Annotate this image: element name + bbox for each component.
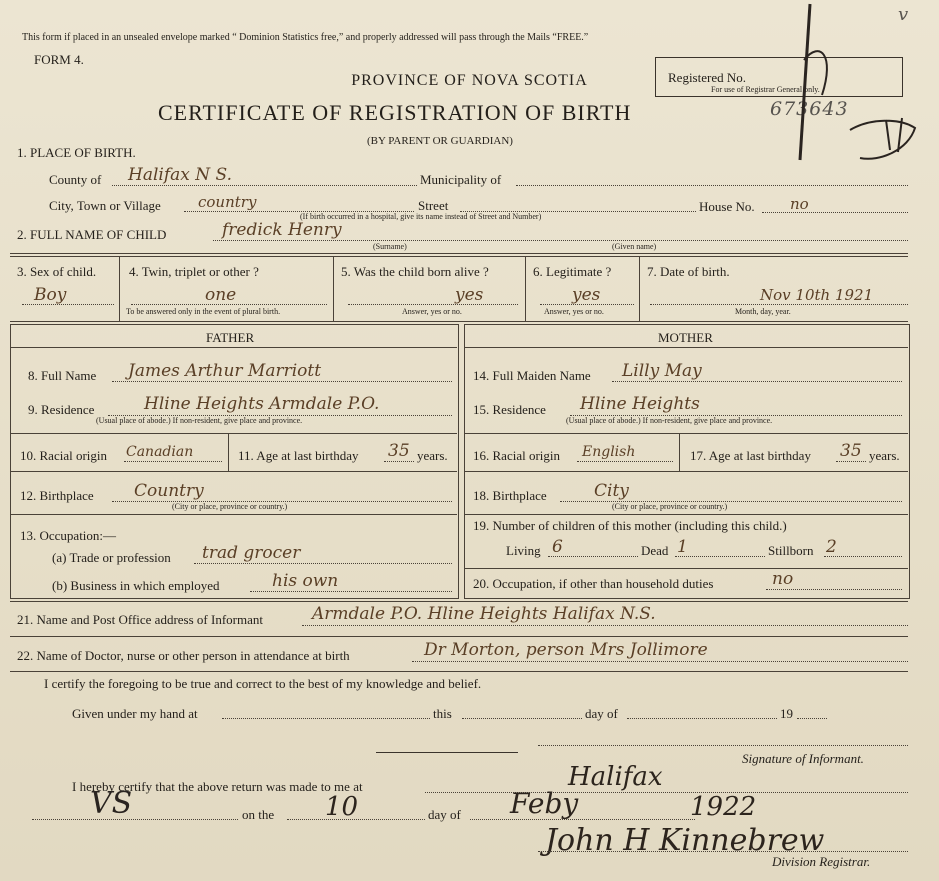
house-label: House No.	[699, 199, 755, 214]
father-heading: FATHER	[206, 330, 255, 345]
father-birthplace-value: Country	[134, 481, 204, 501]
rule	[10, 601, 908, 602]
mother-name-line	[612, 381, 902, 382]
mother-occupation-value: no	[772, 569, 794, 589]
stillborn-label: Stillborn	[768, 543, 814, 558]
mother-name-value: Lilly May	[622, 361, 702, 381]
born-alive-line	[348, 304, 518, 305]
father-name-line	[112, 381, 452, 382]
father-age-value: 35	[388, 441, 410, 461]
on-the-label: on the	[242, 807, 275, 822]
rule	[376, 752, 518, 753]
plural-birth-note: To be answered only in the event of plural birth.	[126, 307, 281, 316]
mail-notice: This form if placed in an unsealed envelope marked “ Dominion Statistics free,” and properly addressed will pass through the Mails “FREE.”	[22, 32, 589, 43]
registrar-month-value: Feby	[510, 787, 579, 820]
informant-signature-label: Signature of Informant.	[742, 751, 864, 766]
divider	[228, 434, 229, 471]
rule	[10, 321, 908, 322]
father-racial-value: Canadian	[126, 444, 194, 460]
sex-label: 3. Sex of child.	[17, 264, 97, 279]
registrar-pen-mark-icon	[790, 0, 930, 165]
registrar-initials-line	[32, 819, 238, 820]
municipality-line	[516, 185, 908, 186]
child-name-label: 2. FULL NAME OF CHILD	[17, 227, 167, 242]
doctor-label: 22. Name of Doctor, nurse or other person in attendance at birth	[17, 648, 350, 663]
certificate-title: CERTIFICATE OF REGISTRATION OF BIRTH	[158, 100, 632, 125]
child-name-value: fredick Henry	[222, 220, 342, 240]
mother-occupation-label: 20. Occupation, if other than household duties	[473, 576, 714, 591]
father-business-line	[250, 591, 452, 592]
rule	[465, 514, 908, 515]
father-racial-label: 10. Racial origin	[20, 448, 108, 463]
division-registrar-label: Division Registrar.	[772, 854, 871, 869]
day-of-label: day of	[585, 706, 618, 721]
mother-residence-value: Hline Heights	[580, 394, 700, 414]
plural-birth-label: 4. Twin, triplet or other ?	[129, 264, 259, 279]
informant-line	[302, 625, 908, 626]
mother-name-label: 14. Full Maiden Name	[473, 368, 591, 383]
stillborn-value: 2	[826, 537, 837, 557]
legitimate-note: Answer, yes or no.	[544, 307, 604, 316]
province-heading: PROVINCE OF NOVA SCOTIA	[351, 72, 588, 89]
given-name-note: (Given name)	[612, 242, 657, 251]
informant-value: Armdale P.O. Hline Heights Halifax N.S.	[312, 604, 656, 624]
father-business-value: his own	[272, 571, 339, 591]
this-line	[462, 718, 582, 719]
rule	[11, 514, 457, 515]
father-residence-note: (Usual place of abode.) If non-resident, give place and province.	[96, 416, 303, 425]
county-value: Halifax N S.	[128, 165, 232, 185]
rule	[465, 471, 908, 472]
informant-label: 21. Name and Post Office address of Informant	[17, 612, 263, 627]
mother-birthplace-value: City	[594, 481, 629, 501]
doctor-value: Dr Morton, person Mrs Jollimore	[424, 640, 708, 660]
father-birthplace-label: 12. Birthplace	[20, 488, 94, 503]
given-at-line	[222, 718, 430, 719]
rule	[465, 568, 908, 569]
born-alive-note: Answer, yes or no.	[402, 307, 462, 316]
street-label: Street	[418, 198, 449, 213]
mother-occupation-line	[766, 589, 902, 590]
divider	[525, 257, 526, 321]
year-line	[797, 718, 827, 719]
certificate-subtitle: (BY PARENT OR GUARDIAN)	[367, 135, 513, 147]
day-of-line	[627, 718, 777, 719]
father-birthplace-note: (City or place, province or country.)	[172, 502, 288, 511]
registrar-place-line	[425, 792, 908, 793]
mother-heading: MOTHER	[658, 330, 713, 345]
place-of-birth-heading: 1. PLACE OF BIRTH.	[17, 145, 136, 160]
father-occupation-label: 13. Occupation:—	[20, 528, 117, 543]
registrar-signature: John H Kinnebrew	[545, 823, 825, 858]
rule	[465, 347, 908, 348]
given-under-hand-label: Given under my hand at	[72, 706, 198, 721]
registration-number: 673643	[770, 98, 849, 120]
divider	[333, 257, 334, 321]
rule	[11, 433, 457, 434]
dead-value: 1	[677, 537, 688, 557]
registrar-place-value: Halifax	[568, 762, 663, 792]
rule	[10, 671, 908, 672]
divider	[639, 257, 640, 321]
sex-value: Boy	[34, 285, 67, 305]
city-label: City, Town or Village	[49, 198, 161, 213]
registrar-month-line	[470, 819, 695, 820]
mother-birthplace-note: (City or place, province or country.)	[612, 502, 728, 511]
father-name-value: James Arthur Marriott	[128, 361, 322, 381]
registrar-signature-line	[538, 851, 908, 852]
municipality-label: Municipality of	[420, 172, 502, 187]
rule	[11, 471, 457, 472]
legitimate-label: 6. Legitimate ?	[533, 264, 612, 279]
father-trade-line	[194, 563, 452, 564]
child-name-line	[213, 240, 908, 241]
mother-residence-note: (Usual place of abode.) If non-resident, give place and province.	[566, 416, 773, 425]
surname-note: (Surname)	[373, 242, 407, 251]
father-age-line	[384, 461, 414, 462]
date-of-birth-value: Nov 10th 1921	[760, 286, 874, 304]
rule	[10, 256, 908, 257]
legitimate-value: yes	[572, 285, 601, 305]
mother-age-line	[836, 461, 866, 462]
rule	[465, 433, 908, 434]
divider	[119, 257, 120, 321]
mother-children-label: 19. Number of children of this mother (including this child.)	[473, 518, 787, 533]
father-residence-value: Hline Heights Armdale P.O.	[144, 394, 380, 414]
corner-check-mark: v	[898, 4, 909, 25]
registrar-day-value: 10	[325, 792, 359, 822]
mother-residence-label: 15. Residence	[473, 402, 546, 417]
divider	[679, 434, 680, 471]
born-alive-value: yes	[455, 285, 484, 305]
street-note: (If birth occurred in a hospital, give its name instead of Street and Number)	[300, 212, 542, 221]
form-number: FORM 4.	[34, 52, 84, 67]
born-alive-label: 5. Was the child born alive ?	[341, 264, 489, 279]
father-age-label: 11. Age at last birthday	[238, 448, 359, 463]
house-line	[762, 212, 908, 213]
rule	[10, 636, 908, 637]
mother-years-label: years.	[869, 448, 900, 463]
living-label: Living	[506, 543, 541, 558]
mother-racial-label: 16. Racial origin	[473, 448, 561, 463]
plural-birth-value: one	[205, 285, 237, 305]
father-trade-value: trad grocer	[202, 543, 301, 563]
registrar-day-of-label: day of	[428, 807, 461, 822]
date-of-birth-label: 7. Date of birth.	[647, 264, 730, 279]
dead-line	[675, 556, 765, 557]
registrar-note: For use of Registrar General only.	[711, 85, 820, 94]
father-residence-label: 9. Residence	[28, 402, 95, 417]
informant-signature-line	[538, 745, 908, 746]
house-value: no	[790, 195, 809, 213]
rule	[10, 253, 908, 254]
registrar-statement: I hereby certify that the above return was made to me at	[72, 779, 363, 794]
city-value: country	[198, 193, 257, 211]
father-business-label: (b) Business in which employed	[52, 578, 220, 593]
registrar-year-value: 1922	[690, 792, 757, 822]
certify-statement: I certify the foregoing to be true and correct to the best of my knowledge and belief.	[44, 676, 482, 691]
registered-label: Registered No.	[668, 70, 746, 85]
dead-label: Dead	[641, 543, 669, 558]
registrar-initials: VS	[90, 786, 133, 821]
county-line	[112, 185, 417, 186]
mother-birthplace-label: 18. Birthplace	[473, 488, 547, 503]
mother-racial-value: English	[582, 444, 636, 460]
year-prefix: 19	[780, 706, 793, 721]
rule	[11, 347, 457, 348]
living-value: 6	[552, 537, 563, 557]
father-years-label: years.	[417, 448, 448, 463]
mother-age-value: 35	[840, 441, 862, 461]
mother-age-label: 17. Age at last birthday	[690, 448, 811, 463]
father-trade-label: (a) Trade or profession	[52, 550, 171, 565]
doctor-line	[412, 661, 908, 662]
date-of-birth-note: Month, day, year.	[735, 307, 791, 316]
county-label: County of	[49, 172, 102, 187]
father-name-label: 8. Full Name	[28, 368, 97, 383]
this-label: this	[433, 706, 452, 721]
